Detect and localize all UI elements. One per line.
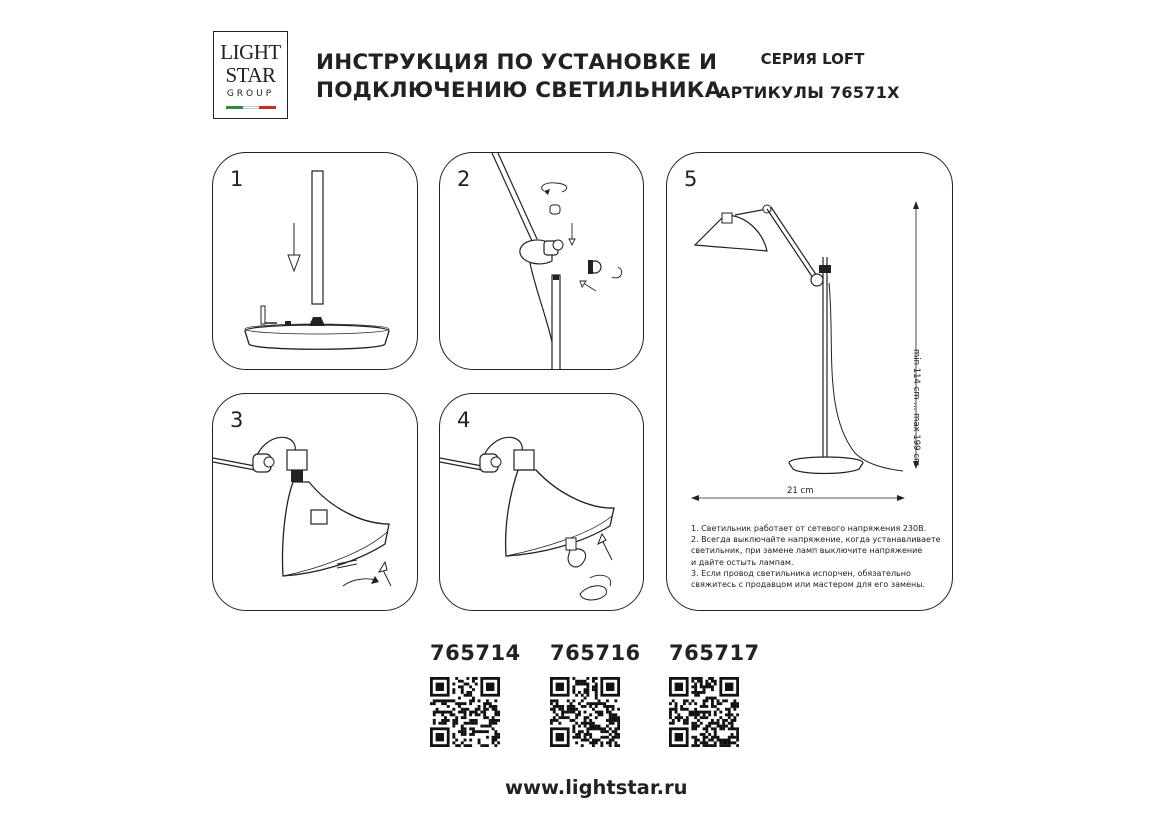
step-5-panel bbox=[666, 152, 953, 611]
qr-code-2[interactable] bbox=[550, 677, 620, 747]
step-4-number: 4 bbox=[457, 408, 471, 432]
step-5-number: 5 bbox=[684, 167, 698, 191]
step-2-illustration bbox=[440, 153, 644, 370]
italian-flag-stripe bbox=[226, 106, 276, 109]
safety-notes bbox=[691, 523, 941, 590]
height-dimension-label: min 114 cm ... max 199 cm bbox=[911, 349, 921, 467]
step-3-panel bbox=[212, 393, 418, 611]
step-1-illustration bbox=[213, 153, 418, 370]
website-link[interactable]: www.lightstar.ru bbox=[505, 776, 688, 799]
note-line: 2. Всегда выключайте напряжение, когда устанавливаете bbox=[691, 535, 941, 545]
qr-code-1[interactable] bbox=[430, 677, 500, 747]
logo-line-2: STAR bbox=[225, 63, 276, 87]
step-2-number: 2 bbox=[457, 167, 471, 191]
step-4-panel bbox=[439, 393, 644, 611]
step-3-number: 3 bbox=[230, 408, 244, 432]
title-line-2: ПОДКЛЮЧЕНИЮ СВЕТИЛЬНИКА bbox=[316, 78, 722, 103]
document-title bbox=[316, 49, 721, 105]
note-line: свяжитесь с продавцом или мастером для его замены. bbox=[691, 580, 926, 590]
brand-logo bbox=[213, 31, 288, 119]
note-line: 3. Если провод светильника испорчен, обязательно bbox=[691, 568, 911, 578]
width-dimension-label: 21 cm bbox=[787, 486, 814, 496]
step-2-panel bbox=[439, 152, 644, 370]
step-3-illustration bbox=[213, 394, 418, 611]
logo-line-3: GROUP bbox=[226, 89, 275, 99]
step-1-panel bbox=[212, 152, 418, 370]
product-code-1: 765714 bbox=[430, 641, 521, 665]
article-label: АРТИКУЛЫ 76571X bbox=[718, 83, 900, 102]
title-line-1: ИНСТРУКЦИЯ ПО УСТАНОВКЕ И bbox=[316, 50, 718, 75]
series-label: СЕРИЯ LOFT bbox=[760, 50, 865, 68]
note-line: 1. Светильник работает от сетевого напряжения 230В. bbox=[691, 524, 927, 533]
logo-line-1: LIGHT bbox=[220, 40, 281, 64]
note-line: светильник, при замене ламп выключите напряжение bbox=[691, 546, 923, 556]
product-code-3: 765717 bbox=[669, 641, 760, 665]
note-line: и дайте остыть лампам. bbox=[691, 557, 794, 567]
step-1-number: 1 bbox=[230, 167, 244, 191]
step-4-illustration bbox=[440, 394, 644, 611]
product-code-2: 765716 bbox=[550, 641, 641, 665]
qr-code-3[interactable] bbox=[669, 677, 739, 747]
